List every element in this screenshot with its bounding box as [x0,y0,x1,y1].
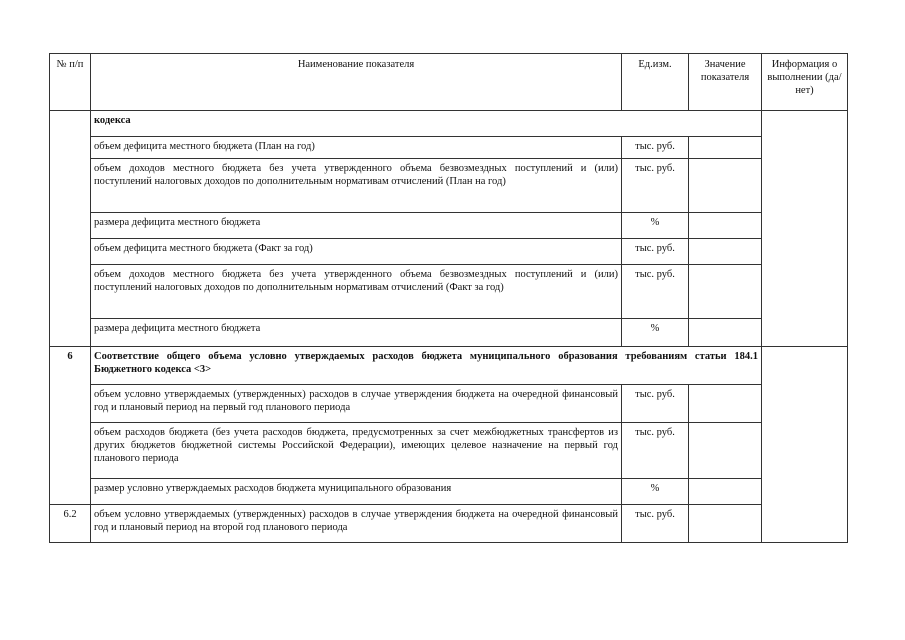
row-unit: тыс. руб. [622,159,689,213]
value-cell [689,423,762,479]
header-value: Значение показателя [689,54,762,111]
table-row [50,111,848,137]
header-unit: Ед.изм. [622,54,689,111]
table-row [50,479,848,505]
row-name: объем дефицита местного бюджета (План на год) [91,137,622,159]
row-name: объем условно утверждаемых (утвержденных) расходов в случае утверждения бюджета на очередной финансовый год и плановый период на первый год планового периода [91,385,622,423]
table-row [50,159,848,213]
row-num [50,111,91,347]
row-name: объем доходов местного бюджета без учета утвержденного объема безвозмездных поступлений и (или) поступлений налоговых доходов по дополнительным нормативам отчислений (План на год) [91,159,622,213]
row-unit: % [622,319,689,347]
row-unit: тыс. руб. [622,505,689,543]
table-row [50,137,848,159]
value-cell [689,505,762,543]
table-row [50,423,848,479]
indicators-table [49,53,848,543]
value-cell [689,319,762,347]
value-cell [689,137,762,159]
document-page [49,53,848,543]
value-cell [689,265,762,319]
value-cell [689,159,762,213]
row-unit: тыс. руб. [622,137,689,159]
table-header-row [50,54,848,111]
row-unit: % [622,479,689,505]
row-name: объем доходов местного бюджета без учета утвержденного объема безвозмездных поступлений и (или) поступлений налоговых доходов по дополнительным нормативам отчислений (Факт за год) [91,265,622,319]
row-name: объем расходов бюджета (без учета расходов бюджета, предусмотренных за счет межбюджетных трансфертов из других бюджетов бюджетной системы Российской Федерации), имеющих целевое назначение на первый год планового периода [91,423,622,479]
table-row [50,385,848,423]
row-name: Соответствие общего объема условно утверждаемых расходов бюджета муниципального образования требованиям статьи 184.1 Бюджетного кодекса <3> [91,347,762,385]
row-name: размера дефицита местного бюджета [91,213,622,239]
header-name: Наименование показателя [91,54,622,111]
table-row [50,239,848,265]
row-unit: тыс. руб. [622,265,689,319]
row-name: размер условно утверждаемых расходов бюджета муниципального образования [91,479,622,505]
value-cell [689,239,762,265]
value-cell [689,385,762,423]
row-name: кодекса [91,111,762,137]
row-num: 6 [50,347,91,505]
table-row [50,347,848,385]
value-cell [689,213,762,239]
table-row [50,319,848,347]
row-num: 6.2 [50,505,91,543]
row-name: объем условно утверждаемых (утвержденных) расходов в случае утверждения бюджета на очередной финансовый год и плановый период на второй год планового периода [91,505,622,543]
table-row [50,265,848,319]
value-cell [689,479,762,505]
row-unit: тыс. руб. [622,239,689,265]
table-row [50,505,848,543]
row-unit: % [622,213,689,239]
info-cell [762,347,848,543]
row-name: размера дефицита местного бюджета [91,319,622,347]
header-info: Информация о выполнении (да/ нет) [762,54,848,111]
row-name: объем дефицита местного бюджета (Факт за год) [91,239,622,265]
header-num: № п/п [50,54,91,111]
row-unit: тыс. руб. [622,385,689,423]
info-cell [762,111,848,347]
row-unit: тыс. руб. [622,423,689,479]
table-row [50,213,848,239]
